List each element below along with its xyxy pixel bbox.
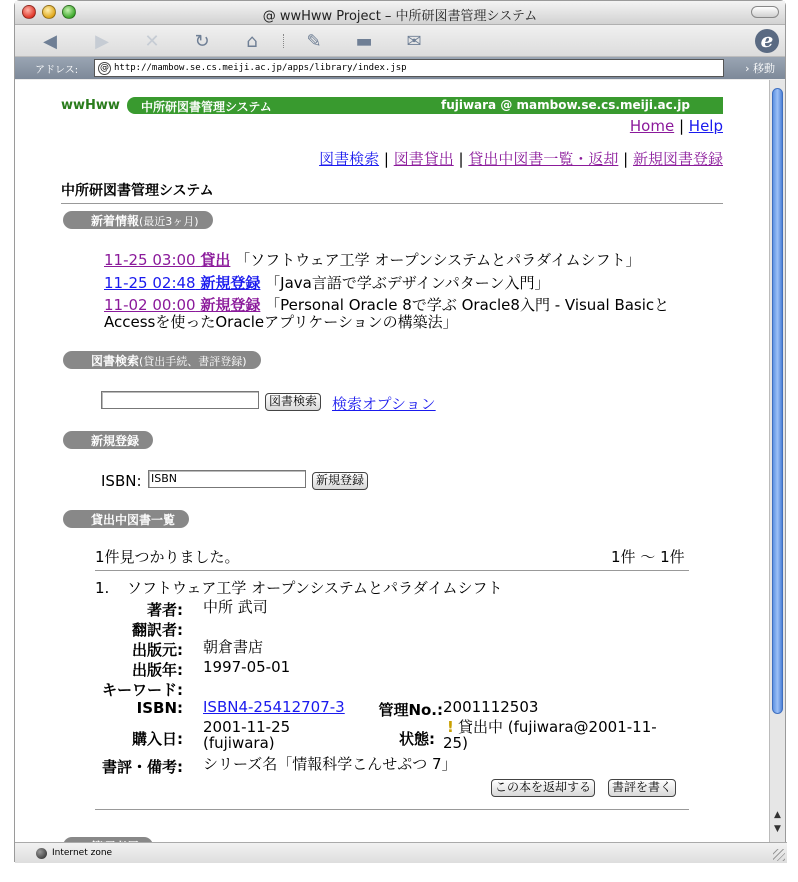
title-divider bbox=[61, 203, 723, 204]
link-separator: | bbox=[623, 150, 629, 168]
page-content bbox=[15, 80, 771, 842]
year-label: 出版年: bbox=[132, 661, 183, 679]
status-warning-icon: ! bbox=[447, 718, 454, 736]
status-label: 状態: bbox=[399, 730, 435, 748]
book-title: ソフトウェア工学 オープンシステムとパラダイムシフト bbox=[127, 579, 503, 597]
purchase-date-label: 購入日: bbox=[132, 730, 183, 748]
nav-search-link[interactable]: 図書検索 bbox=[319, 150, 380, 168]
publisher-value: 朝倉書店 bbox=[203, 638, 264, 656]
search-input[interactable] bbox=[101, 391, 259, 409]
scroll-up-arrow-icon[interactable]: ▲ bbox=[774, 810, 781, 820]
author-label: 著者: bbox=[147, 601, 183, 619]
management-no-value: 2001112503 bbox=[443, 698, 539, 716]
page-globe-icon: @ bbox=[262, 9, 280, 24]
news-section-header: 新着情報(最近3ヶ月) bbox=[63, 211, 213, 229]
toolbar-toggle-button[interactable] bbox=[751, 6, 779, 18]
title-bar bbox=[15, 1, 785, 25]
autofill-icon[interactable]: ✎ bbox=[306, 30, 322, 52]
result-divider bbox=[95, 570, 689, 571]
keyword-label: キーワード: bbox=[102, 681, 183, 699]
stop-icon[interactable]: ✕ bbox=[144, 30, 160, 52]
book-number: 1. bbox=[95, 579, 110, 597]
search-section-header: 図書検索(貸出手続、書評登録) bbox=[63, 351, 261, 369]
purchase-date-value: 2001-11-25 bbox=[203, 718, 291, 736]
translator-label: 翻訳者: bbox=[132, 621, 183, 639]
register-section-header: 新規登録 bbox=[63, 431, 153, 449]
search-button[interactable]: 図書検索 bbox=[265, 393, 321, 411]
purchase-user-value: (fujiwara) bbox=[203, 734, 275, 752]
back-icon[interactable]: ◀ bbox=[43, 30, 57, 52]
scroll-down-arrow-icon[interactable]: ▼ bbox=[774, 824, 781, 834]
address-url[interactable]: http://mambow.se.cs.meiji.ac.jp/apps/library/index.jsp bbox=[114, 63, 407, 73]
news-item: 11-25 02:48 新規登録 「Java言語で学ぶデザインパターン入門」 bbox=[104, 274, 550, 292]
nav-register-link[interactable]: 新規図書登録 bbox=[632, 150, 723, 168]
resize-grip-icon[interactable] bbox=[773, 849, 785, 861]
return-book-button[interactable]: この本を返却する bbox=[491, 779, 595, 797]
search-options-link[interactable]: 検索オプション bbox=[332, 395, 436, 413]
management-no-label: 管理No.: bbox=[378, 701, 443, 719]
nav-links bbox=[319, 148, 723, 169]
print-icon[interactable]: ▬ bbox=[355, 30, 373, 52]
write-review-button[interactable]: 書評を書く bbox=[608, 779, 676, 797]
page-globe-icon: @ bbox=[100, 62, 109, 73]
mail-icon[interactable]: ✉ bbox=[406, 30, 422, 52]
lent-section-header: 貸出中図書一覧 bbox=[63, 510, 189, 528]
header-banner bbox=[127, 97, 723, 114]
link-separator: | bbox=[383, 150, 389, 168]
banner-user: fujiwara @ mambow.se.cs.meiji.ac.jp bbox=[440, 98, 690, 112]
result-range: 1件 ～ 1件 bbox=[611, 548, 685, 566]
nav-lent-list-link[interactable]: 貸出中図書一覧・返却 bbox=[468, 150, 619, 168]
publisher-label: 出版元: bbox=[132, 641, 183, 659]
status-value: 貸出中 (fujiwara@2001-11- bbox=[458, 718, 657, 736]
review-value: シリーズ名「情報科学こんせぷつ 7」 bbox=[203, 755, 457, 773]
book-divider bbox=[95, 809, 689, 810]
isbn-input[interactable]: ISBN bbox=[148, 470, 306, 488]
status-bar bbox=[15, 842, 787, 863]
address-label: アドレス: bbox=[35, 65, 79, 76]
help-link[interactable]: Help bbox=[688, 117, 723, 135]
zone-text: Internet zone bbox=[52, 848, 113, 858]
result-count: 1件見つかりました。 bbox=[95, 548, 240, 566]
refresh-icon[interactable]: ↻ bbox=[194, 30, 210, 52]
ie-logo-icon: e bbox=[755, 29, 779, 53]
year-value: 1997-05-01 bbox=[203, 658, 291, 676]
nav-lend-link[interactable]: 図書貸出 bbox=[393, 150, 454, 168]
window-title: @ wwHww Project – 中所研図書管理システム bbox=[262, 9, 538, 24]
vertical-scrollbar[interactable] bbox=[769, 80, 785, 842]
wwhww-logo: wwHww bbox=[61, 98, 120, 113]
banner-system-name: 中所研図書管理システム bbox=[141, 100, 272, 114]
status-value-cont: 25) bbox=[443, 734, 468, 752]
scroll-thumb[interactable] bbox=[772, 88, 783, 714]
news-item-link[interactable]: 11-25 03:00 貸出 bbox=[104, 251, 231, 269]
news-item: 11-02 00:00 新規登録 「Personal Oracle 8で学ぶ Oracle8入門 - Visual Basicと Accessを使ったOracleアプリケーションの構築法」 bbox=[104, 296, 670, 331]
forward-icon[interactable]: ▶ bbox=[95, 30, 109, 52]
top-links bbox=[630, 117, 723, 135]
browser-window bbox=[14, 0, 786, 862]
news-item: 11-25 03:00 貸出 「ソフトウェア工学 オープンシステムとパラダイムシフト」 bbox=[104, 251, 641, 269]
author-value: 中所 武司 bbox=[203, 598, 268, 616]
home-link[interactable]: Home bbox=[629, 117, 675, 135]
review-label: 書評・備考: bbox=[102, 758, 183, 776]
toolbar-separator bbox=[283, 34, 284, 48]
isbn-field-label: ISBN: bbox=[136, 699, 183, 717]
news-item-link[interactable]: 11-25 02:48 新規登録 bbox=[104, 274, 261, 292]
go-button[interactable]: › 移動 bbox=[745, 62, 775, 75]
internet-zone-icon bbox=[36, 848, 47, 859]
register-button[interactable]: 新規登録 bbox=[312, 472, 368, 490]
browser-toolbar bbox=[15, 25, 785, 57]
address-field[interactable] bbox=[94, 59, 724, 77]
home-icon[interactable]: ⌂ bbox=[246, 30, 258, 52]
news-item-link[interactable]: 11-02 00:00 新規登録 bbox=[104, 296, 261, 314]
isbn-link[interactable]: ISBN4-25412707-3 bbox=[203, 698, 345, 716]
isbn-label: ISBN: bbox=[101, 472, 142, 490]
page-title: 中所研図書管理システム bbox=[61, 183, 214, 199]
link-separator: | bbox=[458, 150, 464, 168]
link-separator: | bbox=[678, 117, 685, 135]
address-bar bbox=[15, 57, 785, 79]
